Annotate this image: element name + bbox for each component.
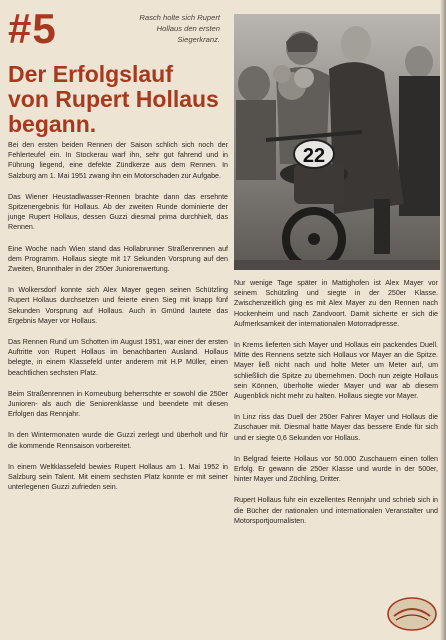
paragraph: In Krems lieferten sich Mayer und Hollaus ein packendes Duell. Mitte des Rennens setzte sich Hollaus vor Mayer an die Spitze. Mayer ließ nicht nach und holte Meter um Meter auf, um schließlich die Spitze zu übernehmen. Doch nun zeigte Hollaus sein Können, überholte wieder Mayer und war ab diesem Augenblick nicht mehr zu halten. Hollaus siegte vor Mayer. [234,341,438,401]
text-column-left [8,140,228,503]
race-photo [234,14,440,270]
paragraph: In Wolkersdorf konnte sich Alex Mayer gegen seinen Schützling Rupert Hollaus durchsetzen und feierte einen Sieg mit knapp fünf Sekunden Vorsprung auf Hollaus. Auch in Gmünd lautete das Ergebnis Mayer vor Hollaus. [8,286,228,325]
headline-line: begann. [8,111,97,137]
headline [8,62,234,137]
paragraph: Das Rennen Rund um Schotten im August 1951, war einer der ersten Auftritte von Rupert Hollaus im benachbarten Ausland. Hollaus belegte, in einem Klassefeld unter anderem mit H.P Müller, einen beachtlichen sechsten Platz. [8,338,228,377]
caption-line: Siegerkranz. [177,35,220,44]
paragraph: In Linz riss das Duell der 250er Fahrer Mayer und Hollaus die Zuschauer mit. Diesmal hatte Mayer das bessere Ende für sich und er siegte 0,6 Sekunden vor Hollaus. [234,413,438,442]
section-number: #5 [8,5,57,52]
paragraph: In einem Weltklassefeld bewies Rupert Hollaus am 1. Mai 1952 in Salzburg sein Talent. Mit einem sechsten Platz konnte er mit seiner unterlegenen Guzzi zufrieden sein. [8,462,228,492]
museum-logo [386,596,438,632]
text-column-right [234,278,438,537]
paragraph: In den Wintermonaten wurde die Guzzi zerlegt und überholt und für die kommende Rennsaison vorbereitet. [8,431,228,450]
caption-line: Hollaus den ersten [156,24,220,33]
headline-line: Der Erfolgslauf [8,61,173,87]
paragraph: Nur wenige Tage später in Mattighofen ist Alex Mayer vor seinem Schützling und siegte in der 250er Klasse. Zwischenzeitlich ging es mit Alex Mayer zu den Rennen nach Hockenheim und nach Zandvoort. Damit sicherte er sich die Aufmerksamkeit der internationalen Motorradpresse. [234,279,438,328]
paragraph: In Belgrad feierte Hollaus vor 50.000 Zuschauern einen tollen Erfolg. Er gewann die 250er Klasse und wurde in der 500er, hinter Mayer und Zöchling, Dritter. [234,454,438,484]
paragraph: Rupert Hollaus fuhr ein exzellentes Rennjahr und schrieb sich in die Bücher der nationalen und internationalen Veranstalter und Motorsportjournalisten. [234,496,438,525]
museum-logo-icon [386,596,438,632]
paragraph: Eine Woche nach Wien stand das Hollabrunner Straßenrennen auf dem Programm. Hollaus siegte mit 17 Sekunden Vorsprung auf den Zweiten, Brunnthaler in der 250er Juniorenwertung. [8,244,228,274]
race-photo-illustration [234,14,440,270]
caption-line: Rasch holte sich Rupert [139,13,220,22]
paragraph: Beim Straßenrennen in Korneuburg beherrschte er sowohl die 250er Junioren- als auch die Seniorenklasse und beendete mit diesen Erfolgen das Rennjahr. [8,389,228,419]
edge-shadow [440,0,446,640]
headline-line: von Rupert Hollaus [8,86,219,112]
paragraph: Das Wiener Heustadlwasser-Rennen brachte dann das ersehnte Spitzenergebnis für Hollaus. Ab der zweiten Runde dominierte der junge Rupert Hollaus, dessen Guzzi diesmal prima durchhielt, das Rennen. [8,192,228,232]
paragraph: Bei den ersten beiden Rennen der Saison schlich sich noch der Fehlerteufel ein. In Stockerau warf ihn, sehr gut fahrend und in Führung liegend, eine defekte Zündkerze aus dem Rennen. In Salzburg am 1. Mai 1951 zwang ihn ein Motorschaden zur Aufgabe. [8,141,228,180]
race-number: 22 [302,145,326,167]
photo-caption [128,12,220,45]
